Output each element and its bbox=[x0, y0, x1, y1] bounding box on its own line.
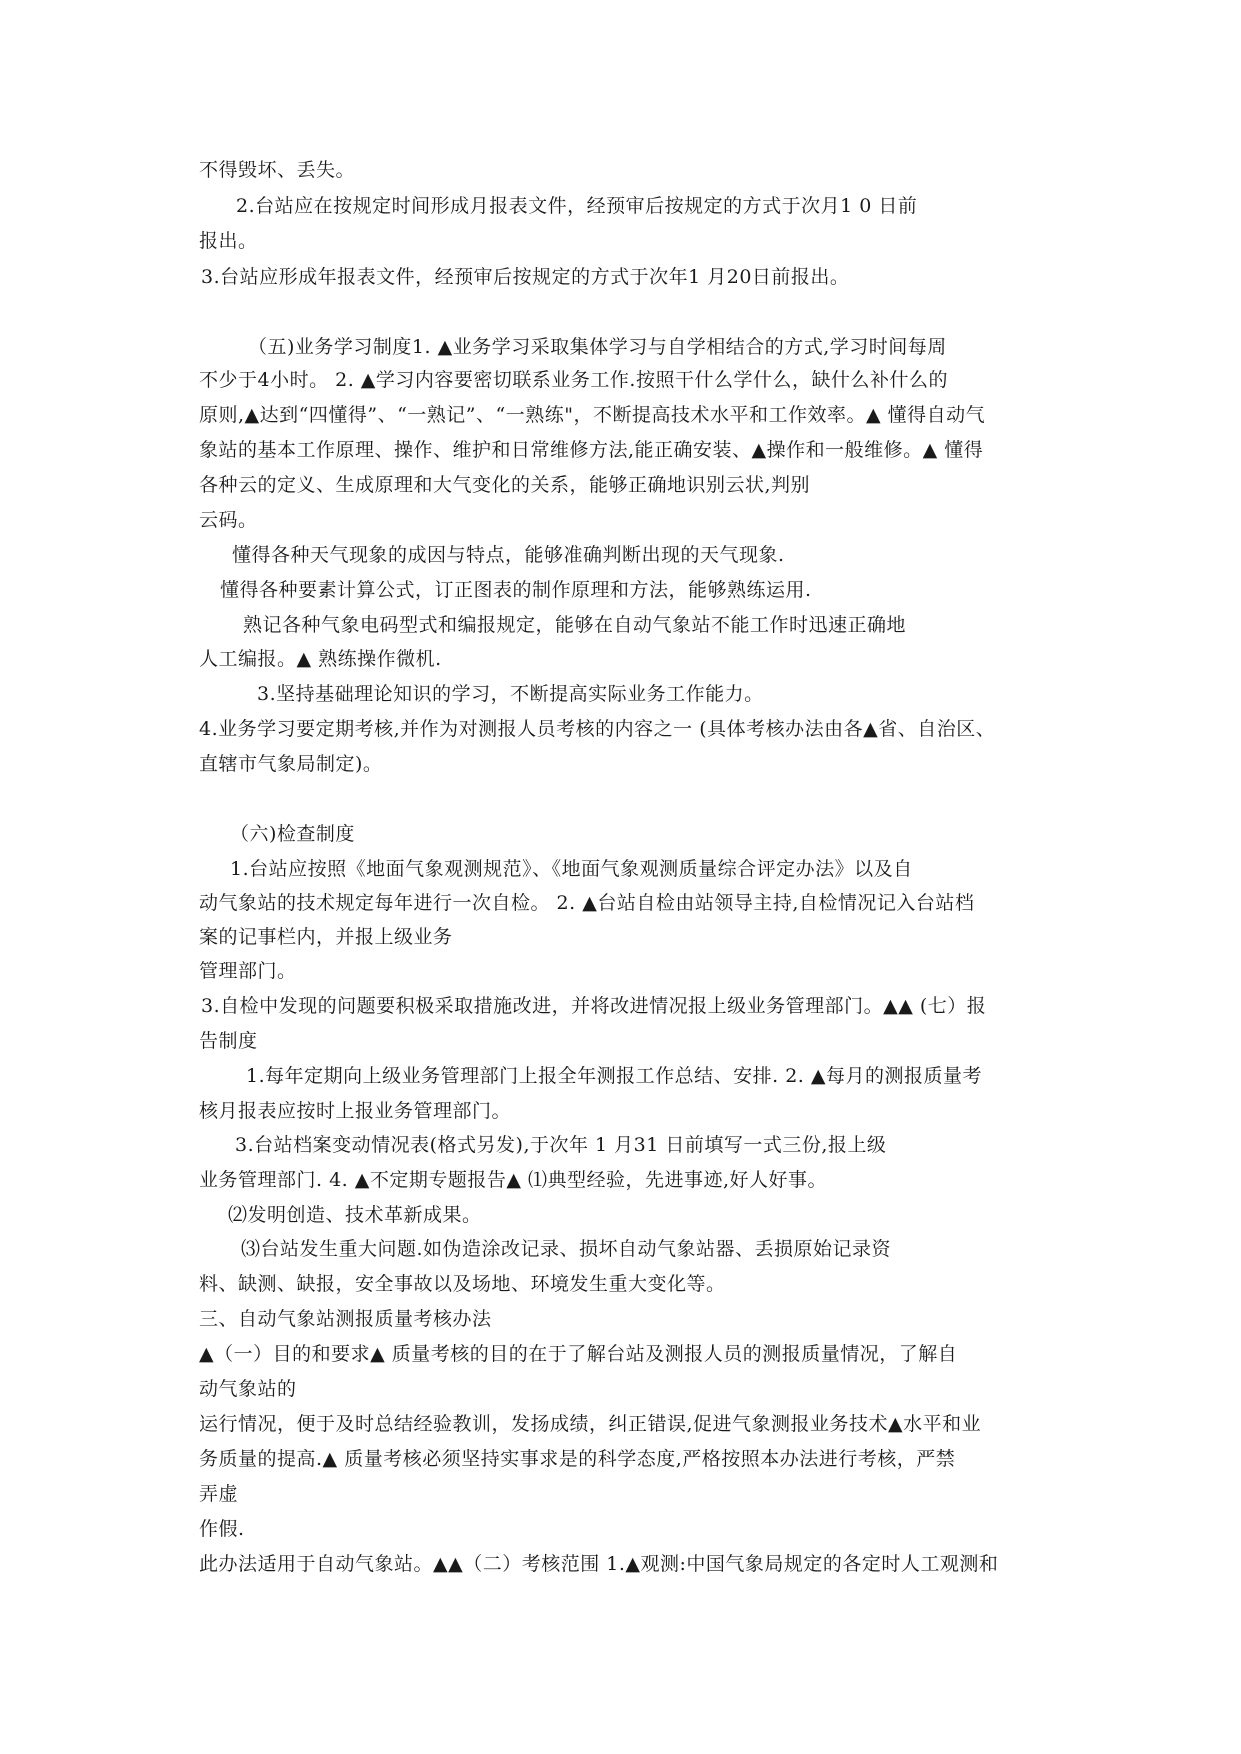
text-line: 各种云的定义、生成原理和大气变化的关系，能够正确地识别云状,判别 bbox=[199, 474, 811, 496]
text-line: 3.台站应形成年报表文件，经预审后按规定的方式于次年1 月20日前报出。 bbox=[201, 266, 850, 288]
text-line: 作假. bbox=[199, 1518, 245, 1540]
text-line: 料、缺测、缺报，安全事故以及场地、环境发生重大变化等。 bbox=[199, 1273, 726, 1295]
text-line: 动气象站的 bbox=[199, 1378, 297, 1400]
text-line: 运行情况，便于及时总结经验教训，发扬成绩，纠正错误,促进气象测报业务技术▲水平和业 bbox=[199, 1413, 982, 1435]
text-line: 管理部门。 bbox=[199, 960, 297, 982]
text-line: 3.自检中发现的问题要积极采取措施改进，并将改进情况报上级业务管理部门。▲▲ (七）报 bbox=[201, 995, 987, 1017]
text-line: 2.台站应在按规定时间形成月报表文件，经预审后按规定的方式于次月1 0 日前 bbox=[236, 195, 918, 217]
text-line: 3.台站档案变动情况表(格式另发),于次年 1 月31 日前填写一式三份,报上级 bbox=[235, 1134, 887, 1156]
text-line: ⑵发明创造、技术革新成果。 bbox=[228, 1204, 482, 1226]
text-line: 人工编报。▲ 熟练操作微机. bbox=[199, 648, 442, 670]
text-line: 懂得各种天气现象的成因与特点，能够准确判断出现的天气现象. bbox=[232, 544, 785, 566]
text-line: 象站的基本工作原理、操作、维护和日常维修方法,能正确安装、▲操作和一般维修。▲ 懂得 bbox=[199, 439, 984, 461]
text-line: 直辖市气象局制定)。 bbox=[199, 753, 383, 775]
text-line: 不少于4小时。 2. ▲学习内容要密切联系业务工作.按照干什么学什么，缺什么补什么的 bbox=[199, 369, 948, 391]
text-line: 1.每年定期向上级业务管理部门上报全年测报工作总结、安排. 2. ▲每月的测报质量考 bbox=[246, 1065, 982, 1087]
text-line: 云码。 bbox=[199, 509, 258, 531]
text-line: 报出。 bbox=[199, 230, 258, 252]
text-line: 告制度 bbox=[199, 1030, 258, 1052]
text-line: ▲（一）目的和要求▲ 质量考核的目的在于了解台站及测报人员的测报质量情况，了解自 bbox=[199, 1343, 958, 1365]
text-line: 案的记事栏内，并报上级业务 bbox=[199, 926, 453, 948]
text-line: 3.坚持基础理论知识的学习，不断提高实际业务工作能力。 bbox=[257, 683, 764, 705]
text-line: 懂得各种要素计算公式，订正图表的制作原理和方法，能够熟练运用. bbox=[220, 579, 812, 601]
text-line: 动气象站的技术规定每年进行一次自检。 2. ▲台站自检由站领导主持,自检情况记入台站档 bbox=[199, 892, 975, 914]
text-line: 此办法适用于自动气象站。▲▲（二）考核范围 1.▲观测:中国气象局规定的各定时人工观测和 bbox=[199, 1553, 999, 1575]
text-line: （五)业务学习制度1. ▲业务学习采取集体学习与自学相结合的方式,学习时间每周 bbox=[248, 336, 947, 358]
text-line: 弄虚 bbox=[199, 1483, 239, 1505]
text-line: 熟记各种气象电码型式和编报规定，能够在自动气象站不能工作时迅速正确地 bbox=[243, 614, 907, 636]
text-line: 1.台站应按照《地面气象观测规范》、《地面气象观测质量综合评定办法》以及自 bbox=[230, 858, 913, 880]
text-line: 三、自动气象站测报质量考核办法 bbox=[199, 1308, 492, 1330]
text-line: 务质量的提高.▲ 质量考核必须坚持实事求是的科学态度,严格按照本办法进行考核，严禁 bbox=[199, 1448, 956, 1470]
text-line: 原则,▲达到“四懂得”、“一熟记”、“一熟练"，不断提高技术水平和工作效率。▲ 懂得自动气 bbox=[199, 404, 986, 426]
text-line: （六)检查制度 bbox=[230, 823, 355, 845]
text-line: 核月报表应按时上报业务管理部门。 bbox=[199, 1100, 512, 1122]
text-line: 4.业务学习要定期考核,并作为对测报人员考核的内容之一 (具体考核办法由各▲省、自治区、 bbox=[199, 718, 996, 740]
text-line: ⑶台站发生重大问题.如伪造涂改记录、损坏自动气象站器、丢损原始记录资 bbox=[241, 1238, 892, 1260]
text-line: 业务管理部门. 4. ▲不定期专题报告▲ ⑴典型经验，先进事迹,好人好事。 bbox=[199, 1169, 828, 1191]
text-line: 不得毁坏、丢失。 bbox=[199, 159, 356, 181]
